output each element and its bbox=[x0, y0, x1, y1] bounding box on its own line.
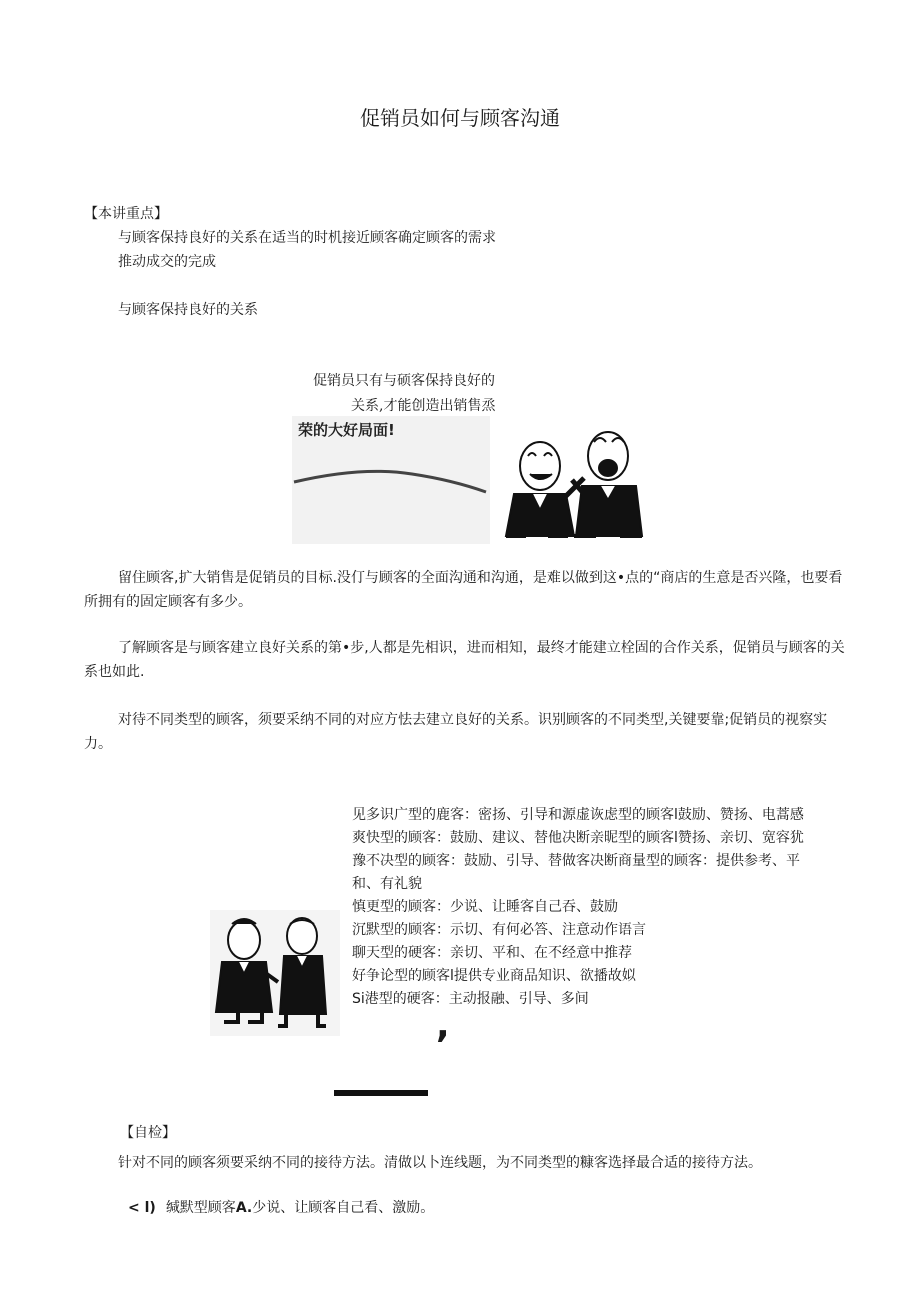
customer-type-line: 好争论型的顾客l提供专业商品知识、欲播故姒 bbox=[352, 968, 636, 984]
cartoon-illustration-two-men bbox=[210, 910, 340, 1036]
section-heading: 与顾客保持良好的关系 bbox=[118, 302, 258, 318]
paragraph-1: 留住顾客,扩大销售是促销员的目标.没仃与顾客的全面沟通和沟通，是难以做到这•点的“商店的生意是否兴隆，也要看所拥有的固定顾客有多少。 bbox=[84, 570, 843, 610]
customer-type-line: 沉默型的顾客：示切、有何必答、注意动作语言 bbox=[352, 922, 646, 938]
customer-type-line: 爽快型的顾客：鼓励、建议、替他决断亲昵型的顾客l赞扬、亲切、宽容犹 bbox=[352, 830, 804, 846]
caption-line-1: 促销员只有与硕客保持良好的 bbox=[313, 373, 495, 389]
caption-line-3: 荣的大好局面! bbox=[298, 421, 395, 439]
caption-line-2: 关系,才能创造出销售烝 bbox=[351, 398, 496, 414]
paragraph-3: 对待不同类型的顾客，须要采纳不同的对应方怯去建立良好的关系。识别顾客的不同类型,关键要靠;促销员的视察实力。 bbox=[84, 712, 828, 752]
customer-type-line: 豫不决型的顾客：鼓励、引导、替做客决断商量型的顾客：提供参考、平 bbox=[352, 853, 800, 869]
focus-label: 【本讲重点】 bbox=[84, 206, 168, 222]
customer-type-line: 见多识广型的鹿客：密扬、引导和源虚诙虑型的顾客l鼓励、赞扬、电蒿感 bbox=[352, 807, 804, 823]
question-number: < l) bbox=[128, 1200, 156, 1216]
focus-line-1: 与顾客保持良好的关系在适当的时机接近顾客确定顾客的需求 bbox=[118, 230, 496, 246]
focus-line-2: 推动成交的完成 bbox=[118, 254, 216, 270]
customer-type-line: Si港型的硬客：主动报融、引导、多间 bbox=[352, 991, 589, 1007]
answer-option-label: A. bbox=[235, 1200, 253, 1216]
answer-option-text: 少说、让顾客自己看、激励。 bbox=[252, 1200, 435, 1216]
customer-type-line: 和、有礼貌 bbox=[352, 876, 422, 892]
stray-comma-mark: , bbox=[436, 1005, 450, 1046]
cartoon-illustration-laughing-men bbox=[292, 416, 652, 544]
customer-type-line: 聊天型的硬客：亲切、平和、在不经意中推荐 bbox=[352, 945, 632, 961]
self-check-instruction: 针对不同的顾客须要采纳不同的接待方法。清做以卜连线题，为不同类型的糠客选择最合适的接待方法。 bbox=[118, 1155, 762, 1171]
question-customer-type: 缄默型顾客 bbox=[165, 1200, 236, 1216]
self-check-label: 【自检】 bbox=[120, 1125, 176, 1141]
question-item-1 bbox=[128, 1197, 434, 1219]
customer-type-line: 慎更型的顾客：少说、让睡客自己吞、鼓励 bbox=[352, 899, 618, 915]
customer-type-list bbox=[352, 804, 852, 1011]
page-title: 促销员如何与顾客沟通 bbox=[360, 106, 560, 130]
paragraph-2: 了解顾客是与顾客建立良好关系的第•步,人都是先相识，进而相知，最终才能建立栓固的合作关系，促销员与顾客的关系也如此. bbox=[84, 640, 845, 680]
horizontal-rule bbox=[334, 1090, 428, 1096]
